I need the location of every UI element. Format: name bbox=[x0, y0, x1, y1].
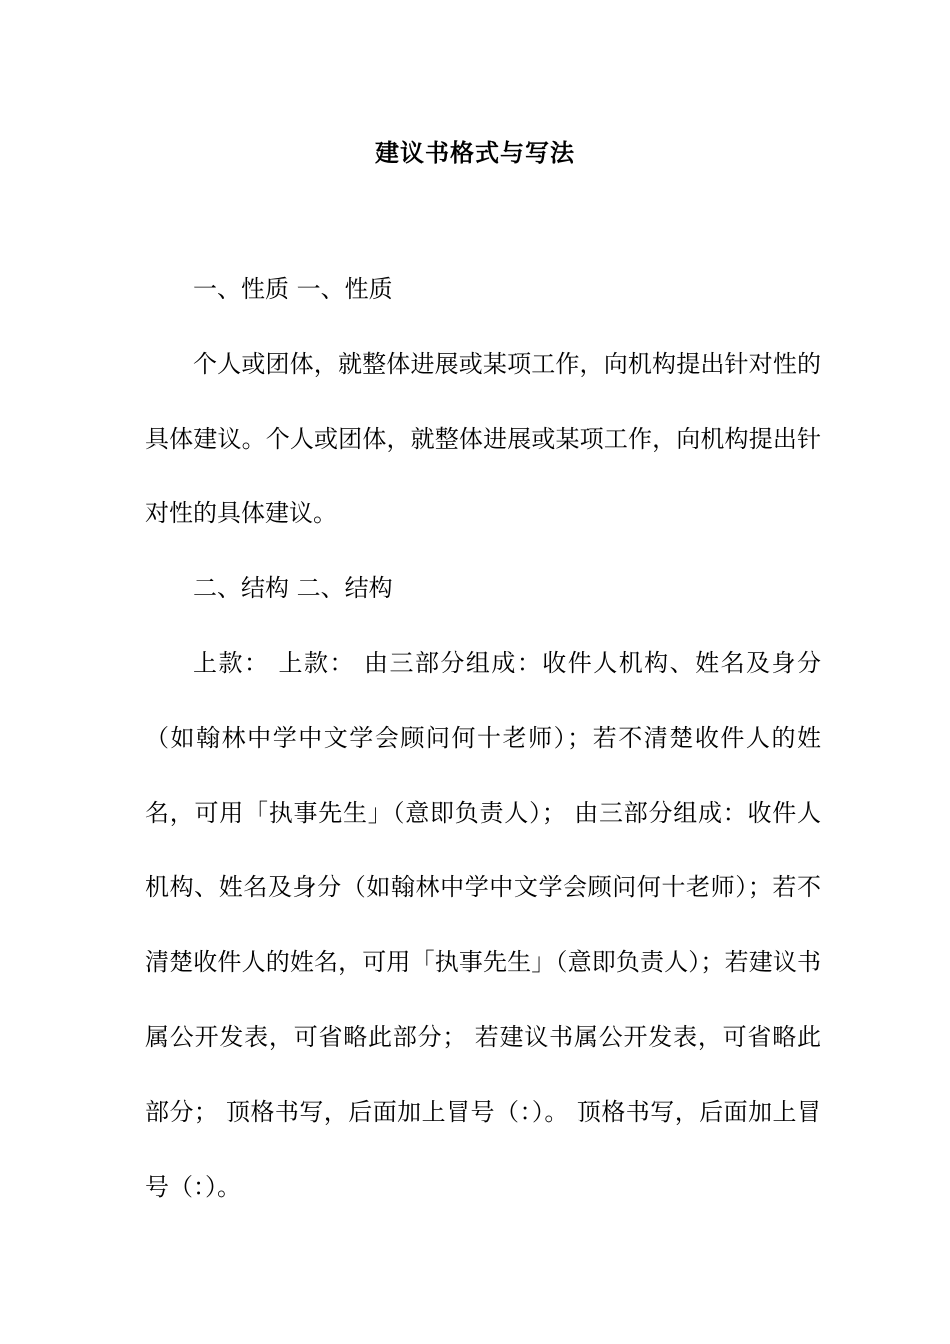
document-title: 建议书格式与写法 bbox=[375, 138, 575, 167]
paragraph-salutation-description: 上款： 上款： 由三部分组成：收件人机构、姓名及身分（如翰林中学中文学会顾问何十老师）；若不清楚收件人的姓名，可用「执事先生」（意即负责人）； 由三部分组成：收件人机构、姓名及身分（如翰林中学中文学会顾问何十老师）；若不清楚收件人的姓名，可用「执事先生」（意即负责人）；若建议书属公开发表，可省略此部分； 若建议书属公开发表，可省略此部分； 顶格书写，后面加上冒号（：）。 顶格书写，后面加上冒号（：）。 bbox=[145, 648, 821, 1201]
paragraph-nature-description: 个人或团体，就整体进展或某项工作，向机构提出针对性的具体建议。个人或团体，就整体进展或某项工作，向机构提出针对性的具体建议。 bbox=[145, 349, 821, 528]
section-heading-nature: 一、性质 一、性质 bbox=[193, 275, 393, 303]
section-heading-structure: 二、结构 二、结构 bbox=[193, 574, 393, 603]
document-body bbox=[145, 252, 821, 1224]
